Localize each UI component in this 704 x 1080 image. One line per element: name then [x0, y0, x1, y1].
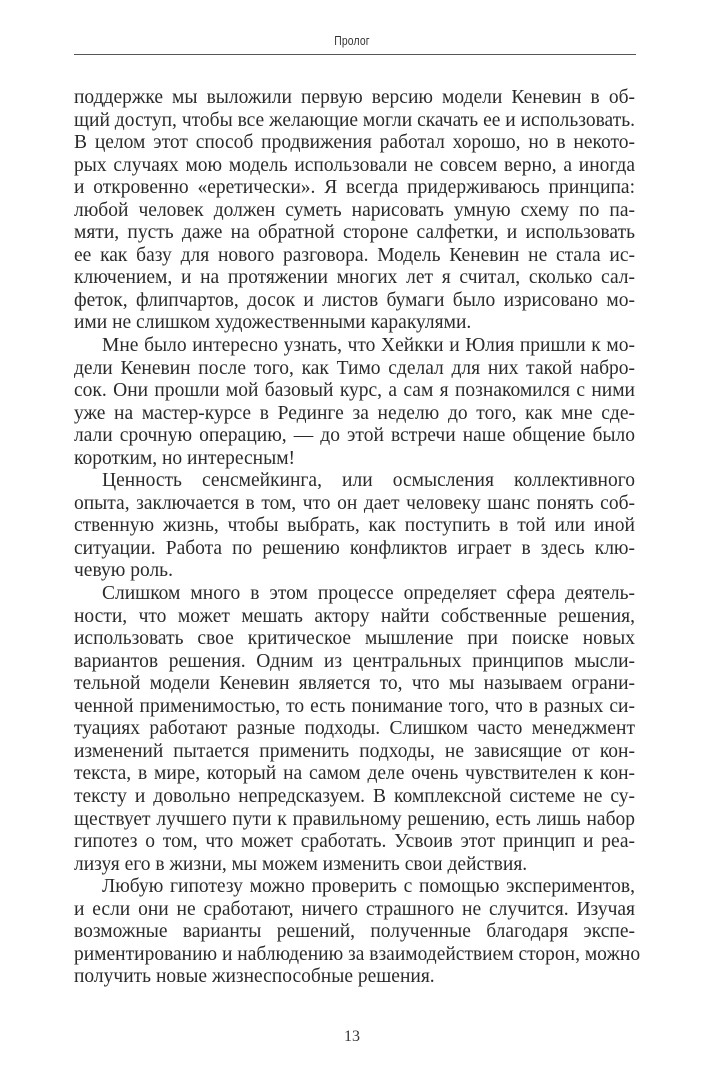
paragraph — [74, 335, 635, 470]
text-line: ими не слишком художественными каракулями. — [74, 312, 472, 334]
text-line: использовать свое критическое мышление при поиске новых — [74, 628, 635, 650]
text-line: ситуации. Работа по решению конфликтов играет в здесь клю- — [74, 537, 635, 559]
text-line: щий доступ, чтобы все желающие могли скачать ее и использовать. — [74, 109, 635, 131]
header-rule — [74, 54, 636, 55]
paragraph — [74, 876, 641, 989]
text-line: гипотез о том, что может сработать. Усвоив этот принцип и реа- — [74, 831, 635, 853]
text-line: рых случаях мою модель использовали не совсем верно, а иногда — [74, 154, 635, 176]
text-line: сок. Они прошли мой базовый курс, а сам я познакомился с ними — [74, 380, 635, 402]
body-text — [74, 87, 641, 989]
text-line: тельной модели Кеневин является то, что мы называем ограни- — [74, 673, 635, 695]
text-line: опыта, заключается в том, что он дает человеку шанс понять соб- — [74, 492, 635, 514]
text-line: и откровенно «еретически». Я всегда придерживаюсь принципа: — [74, 177, 635, 199]
text-line: коротким, но интересным! — [74, 447, 296, 469]
text-line: возможные варианты решений, полученные благодаря экспе- — [74, 921, 635, 943]
text-line: В целом этот способ продвижения работал хорошо, но в некото- — [74, 132, 635, 154]
text-line: получить новые жизнеспособные решения. — [74, 966, 435, 988]
page-number: 13 — [344, 1028, 360, 1045]
text-line: дели Кеневин после того, как Тимо сделал для них такой набро- — [74, 357, 635, 379]
text-line: лизуя его в жизни, мы можем изменить свои действия. — [74, 853, 528, 875]
text-line: вариантов решения. Одним из центральных принципов мысли- — [74, 650, 635, 672]
text-line: ществует лучшего пути к правильному решению, есть лишь набор — [74, 808, 635, 830]
text-line: Слишком много в этом процессе определяет сфера деятель- — [102, 583, 635, 605]
text-line: риментированию и наблюдению за взаимодействием сторон, можно — [74, 943, 641, 965]
text-line: Ценность сенсмейкинга, или осмысления коллективного — [102, 470, 635, 492]
text-line: мяти, пусть даже на обратной стороне салфетки, и использовать — [74, 222, 635, 244]
text-line: ности, что может мешать актору найти собственные решения, — [74, 605, 635, 627]
text-line: ключением, и на протяжении многих лет я считал, сколько сал- — [74, 267, 635, 289]
text-line: и если они не сработают, ничего страшного не случится. Изучая — [74, 898, 635, 920]
text-line: изменений пытается применить подходы, не зависящие от кон- — [74, 740, 635, 762]
text-line: ченной применимостью, то есть понимание того, что в разных си- — [74, 695, 635, 717]
text-line: чевую роль. — [74, 560, 173, 582]
text-line: поддержке мы выложили первую версию модели Кеневин в об- — [74, 87, 635, 108]
text-line: ственную жизнь, чтобы выбрать, как поступить в той или иной — [74, 515, 635, 537]
text-line: лали срочную операцию, — до этой встречи наше общение было — [74, 425, 635, 447]
text-line: феток, флипчартов, досок и листов бумаги было изрисовано мо- — [74, 289, 635, 311]
text-line: ее как базу для нового разговора. Модель Кеневин не стала ис- — [74, 244, 635, 266]
paragraph — [74, 470, 635, 583]
text-line: туациях работают разные подходы. Слишком часто менеджмент — [74, 718, 635, 740]
text-line: Любую гипотезу можно проверить с помощью экспериментов, — [102, 876, 635, 898]
text-line: Мне было интересно узнать, что Хейкки и Юлия пришли к мо- — [102, 335, 635, 357]
running-head: Пролог — [334, 33, 370, 48]
text-line: текста, в мире, который на самом деле очень чувствителен к кон- — [74, 763, 635, 785]
text-line: любой человек должен суметь нарисовать умную схему по па- — [74, 199, 635, 221]
paragraph — [74, 583, 635, 876]
text-line: уже на мастер-курсе в Рединге за неделю до того, как мне сде- — [74, 402, 635, 424]
text-line: тексту и довольно непредсказуем. В комплексной системе не су- — [74, 785, 635, 807]
paragraph — [74, 87, 635, 335]
